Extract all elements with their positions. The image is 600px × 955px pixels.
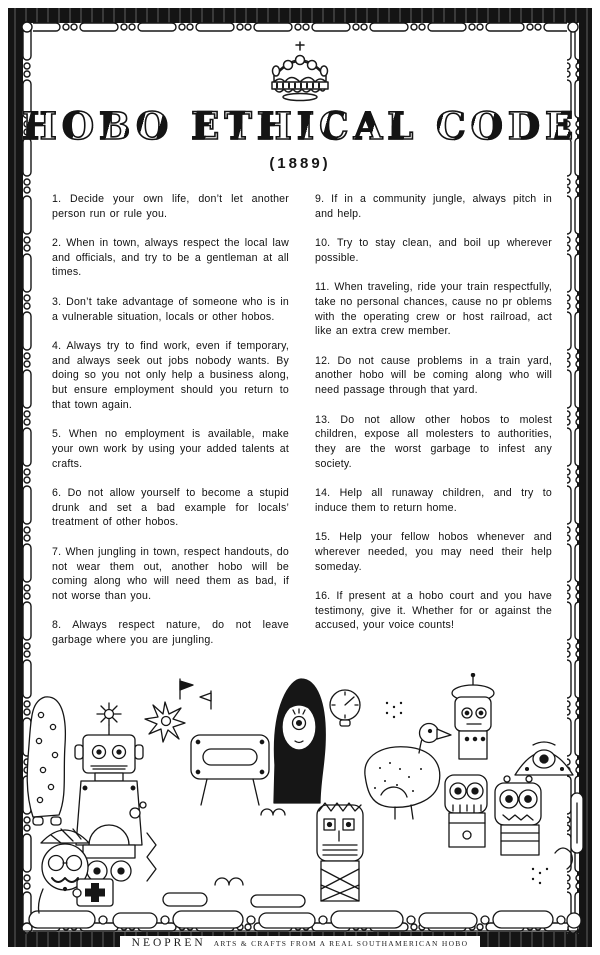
rule-item: 12. Do not cause problems in a train yard, another hobo will be coming along who will need passage through that yard.: [315, 354, 552, 397]
rule-item: 11. When traveling, ride your train respectfully, take no personal chances, cause no pr oblems with the operating crew or host railroad, act like an extra crew member.: [315, 281, 552, 338]
hobo-doodle-illustration: [15, 673, 585, 941]
rule-item: 2. When in town, always respect the local law and officials, and try to be a gentleman at all times.: [52, 237, 289, 279]
rule-item: 13. Do not allow other hobos to molest children, expose all molesters to authorities, they are the worst garbage to infest any society.: [315, 413, 552, 470]
poster-year: (1889): [269, 155, 331, 172]
rules-column-right: [315, 192, 552, 663]
rule-item: 6. Do not allow yourself to become a stupid drunk and set a bad example for locals’ treatment of other hobos.: [52, 487, 289, 529]
rule-item: 7. When jungling in town, respect handouts, do not wear them out, another hobo will be coming along who will need them as bad, if not worse than you.: [52, 545, 289, 602]
rule-item: 1. Decide your own life, don’t let another person run or rule you.: [52, 193, 289, 220]
footer: [0, 936, 600, 950]
rule-item: 3. Don’t take advantage of someone who is in a vulnerable situation, locals or other hobos.: [52, 296, 289, 323]
rules-column-left: [52, 192, 289, 663]
rule-item: 4. Always try to find work, even if temporary, and always seek out jobs nobody wants. By doing so you not only help a business along, but ensure employment should you return to that town again.: [52, 340, 289, 411]
rule-item: 8. Always respect nature, do not leave garbage where you are jungling.: [52, 619, 289, 647]
rules-columns: [52, 192, 552, 663]
rule-item: 14. Help all runaway children, and try to induce them to return home.: [315, 487, 552, 514]
rule-item: 15. Help your fellow hobos whenever and wherever needed, you may need their help someday.: [315, 531, 552, 573]
crown-icon: [263, 40, 337, 102]
footer-label: [120, 936, 481, 950]
rule-item: 9. If in a community jungle, always pitch in and help.: [315, 193, 552, 220]
rule-item: 5. When no employment is available, make your own work by using your added talents at crafts.: [52, 428, 289, 470]
page-title: HOBO ETHICAL CODE: [0, 104, 600, 148]
rule-item: 10. Try to stay clean, and boil up wherever possible.: [315, 237, 552, 264]
rule-item: 16. If present at a hobo court and you have testimony, give it. Whether for or against the accused, your voice counts!: [315, 590, 552, 632]
footer-tagline: ARTS & CRAFTS FROM A REAL SOUTHAMERICAN HOBO: [213, 939, 469, 948]
footer-brand: NEOPREN: [131, 937, 206, 949]
